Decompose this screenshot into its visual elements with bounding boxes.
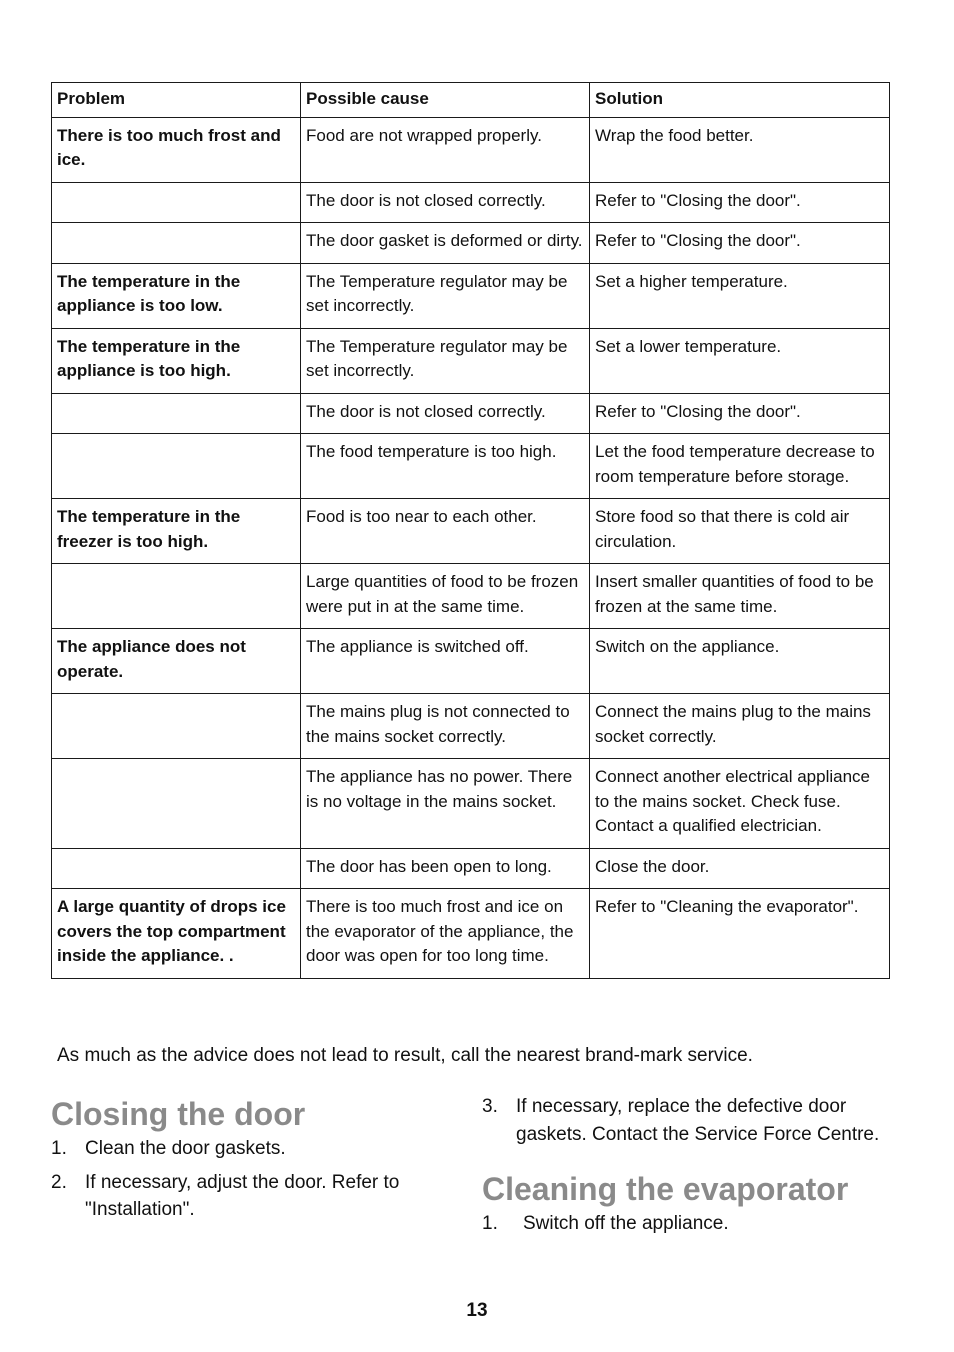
cause-cell: The mains plug is not connected to the mains socket correctly. xyxy=(301,694,590,759)
problem-cell xyxy=(52,223,301,264)
table-row xyxy=(52,434,890,499)
step-number: 1. xyxy=(482,1213,498,1234)
cause-cell: The Temperature regulator may be set incorrectly. xyxy=(301,263,590,328)
solution-cell: Switch on the appliance. xyxy=(590,629,890,694)
problem-cell: The temperature in the appliance is too high. xyxy=(52,328,301,393)
table-row xyxy=(52,328,890,393)
list-item xyxy=(482,1210,902,1238)
step-text: If necessary, adjust the door. Refer to "Installation". xyxy=(85,1171,400,1220)
cause-cell: The door gasket is deformed or dirty. xyxy=(301,223,590,264)
list-item xyxy=(51,1169,451,1224)
table-row xyxy=(52,263,890,328)
problem-cell xyxy=(52,694,301,759)
problem-cell xyxy=(52,434,301,499)
closing-door-section xyxy=(51,1093,451,1230)
cause-cell: Food is too near to each other. xyxy=(301,499,590,564)
header-solution: Solution xyxy=(590,83,890,118)
step-number: 1. xyxy=(51,1138,67,1159)
solution-cell: Set a lower temperature. xyxy=(590,328,890,393)
cause-cell: The appliance has no power. There is no voltage in the mains socket. xyxy=(301,759,590,849)
step-text: Switch off the appliance. xyxy=(523,1213,729,1234)
table-row xyxy=(52,182,890,223)
problem-cell: A large quantity of drops ice covers the top compartment inside the appliance. . xyxy=(52,889,301,979)
solution-cell: Refer to "Closing the door". xyxy=(590,393,890,434)
cause-cell: There is too much frost and ice on the evaporator of the appliance, the door was open for too long time. xyxy=(301,889,590,979)
table-row xyxy=(52,499,890,564)
solution-cell: Refer to "Cleaning the evaporator". xyxy=(590,889,890,979)
step-number: 2. xyxy=(51,1171,67,1193)
table-row xyxy=(52,117,890,182)
problem-cell: The temperature in the appliance is too low. xyxy=(52,263,301,328)
table-row xyxy=(52,393,890,434)
table-row xyxy=(52,564,890,629)
problem-cell xyxy=(52,182,301,223)
page-number: 13 xyxy=(466,1300,488,1321)
list-item xyxy=(51,1135,451,1163)
cause-cell: Food are not wrapped properly. xyxy=(301,117,590,182)
step-text: Clean the door gaskets. xyxy=(85,1138,286,1159)
closing-door-steps xyxy=(51,1135,451,1224)
cause-cell: Large quantities of food to be frozen were put in at the same time. xyxy=(301,564,590,629)
table-row xyxy=(52,759,890,849)
table-row xyxy=(52,889,890,979)
solution-cell: Insert smaller quantities of food to be frozen at the same time. xyxy=(590,564,890,629)
problem-cell xyxy=(52,393,301,434)
header-possible-cause: Possible cause xyxy=(301,83,590,118)
table-row xyxy=(52,223,890,264)
cause-cell: The door is not closed correctly. xyxy=(301,393,590,434)
table-row xyxy=(52,694,890,759)
solution-cell: Wrap the food better. xyxy=(590,117,890,182)
problem-cell: There is too much frost and ice. xyxy=(52,117,301,182)
right-column xyxy=(482,1093,902,1244)
cause-cell: The door is not closed correctly. xyxy=(301,182,590,223)
cleaning-evaporator-steps xyxy=(482,1210,902,1238)
solution-cell: Close the door. xyxy=(590,848,890,889)
problem-cell xyxy=(52,759,301,849)
troubleshooting-table xyxy=(51,82,890,979)
solution-cell: Refer to "Closing the door". xyxy=(590,182,890,223)
advice-text: As much as the advice does not lead to result, call the nearest brand-mark service. xyxy=(57,1045,753,1066)
cause-cell: The appliance is switched off. xyxy=(301,629,590,694)
step-number: 3. xyxy=(482,1096,498,1117)
table-header-row xyxy=(52,83,890,118)
cause-cell: The door has been open to long. xyxy=(301,848,590,889)
problem-cell: The appliance does not operate. xyxy=(52,629,301,694)
problem-cell: The temperature in the freezer is too high. xyxy=(52,499,301,564)
solution-cell: Let the food temperature decrease to room temperature before storage. xyxy=(590,434,890,499)
cleaning-evaporator-title: Cleaning the evaporator xyxy=(482,1171,849,1207)
problem-cell xyxy=(52,564,301,629)
solution-cell: Connect another electrical appliance to the mains socket. Check fuse. Contact a qualified electrician. xyxy=(590,759,890,849)
cause-cell: The food temperature is too high. xyxy=(301,434,590,499)
solution-cell: Set a higher temperature. xyxy=(590,263,890,328)
step-text: If necessary, replace the defective door gaskets. Contact the Service Force Centre. xyxy=(516,1096,880,1145)
problem-cell xyxy=(52,848,301,889)
solution-cell: Refer to "Closing the door". xyxy=(590,223,890,264)
solution-cell: Connect the mains plug to the mains socket correctly. xyxy=(590,694,890,759)
table-row xyxy=(52,848,890,889)
closing-door-steps-continued xyxy=(482,1093,902,1148)
list-item xyxy=(482,1093,902,1148)
cause-cell: The Temperature regulator may be set incorrectly. xyxy=(301,328,590,393)
closing-door-title: Closing the door xyxy=(51,1096,306,1132)
solution-cell: Store food so that there is cold air circulation. xyxy=(590,499,890,564)
table-row xyxy=(52,629,890,694)
header-problem: Problem xyxy=(52,83,301,118)
